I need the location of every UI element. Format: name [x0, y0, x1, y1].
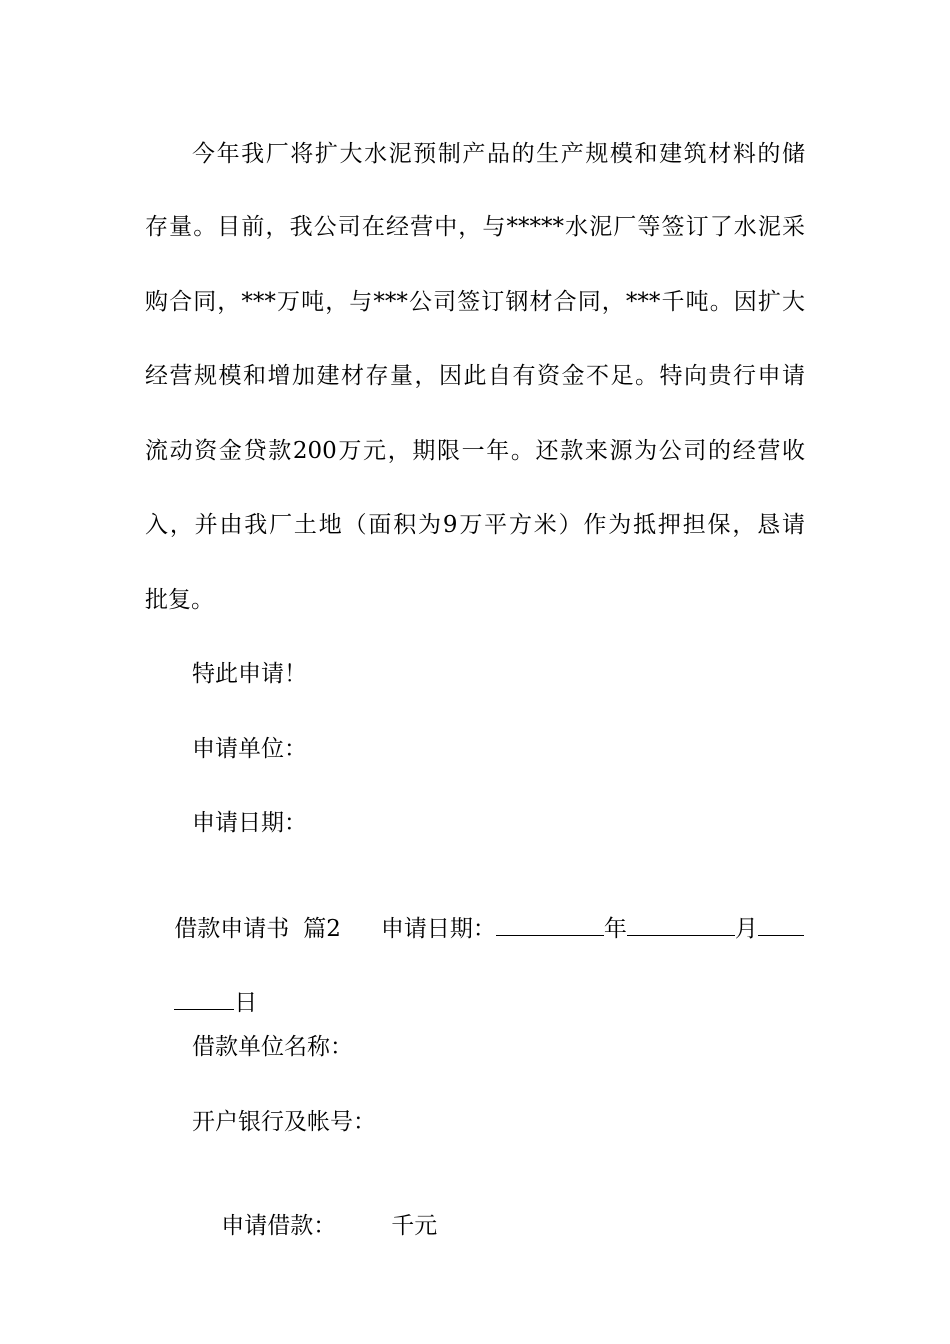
day-blank-part-1[interactable]: [758, 913, 804, 936]
day-label: 日: [234, 990, 258, 1016]
loan-amount-unit: 千元: [391, 1213, 438, 1239]
month-label: 月: [734, 916, 758, 942]
closing-text: 特此申请！: [192, 661, 307, 687]
paragraph-line-7: 批复。: [145, 587, 214, 613]
borrower-name-label: 借款单位名称：: [192, 1034, 353, 1060]
section-2-title: 借款申请书: [174, 916, 290, 942]
bank-account-label: 开户银行及帐号：: [192, 1109, 376, 1135]
month-blank[interactable]: [627, 913, 735, 936]
loan-amount-label: 申请借款：: [221, 1213, 337, 1239]
loan-amount-row: [192, 1181, 805, 1271]
paragraph-line-1: 今年我厂将扩大水泥预制产品的生产规模和建筑材料的储: [192, 141, 805, 167]
section-2-part: 篇2: [303, 916, 341, 942]
applicant-unit-label: 申请单位：: [192, 736, 307, 762]
paragraph-line-5: 流动资金贷款200万元，期限一年。还款来源为公司的经营收: [145, 438, 805, 464]
paragraph-line-3: 购合同，***万吨，与***公司签订钢材合同，***千吨。因扩大: [145, 289, 805, 315]
application-date-label: 申请日期：: [192, 810, 307, 836]
year-label: 年: [603, 916, 627, 942]
day-blank-part-2[interactable]: [174, 987, 234, 1010]
year-blank[interactable]: [496, 913, 604, 936]
paragraph-line-2: 存量。目前，我公司在经营中，与*****水泥厂等签订了水泥采: [145, 214, 805, 240]
section-2-date-label: 申请日期：: [380, 916, 496, 942]
paragraph-line-4: 经营规模和增加建材存量，因此自有资金不足。特向贵行申请: [145, 363, 805, 389]
paragraph-line-6: 入，并由我厂土地（面积为9万平方米）作为抵押担保，恳请: [145, 512, 805, 538]
